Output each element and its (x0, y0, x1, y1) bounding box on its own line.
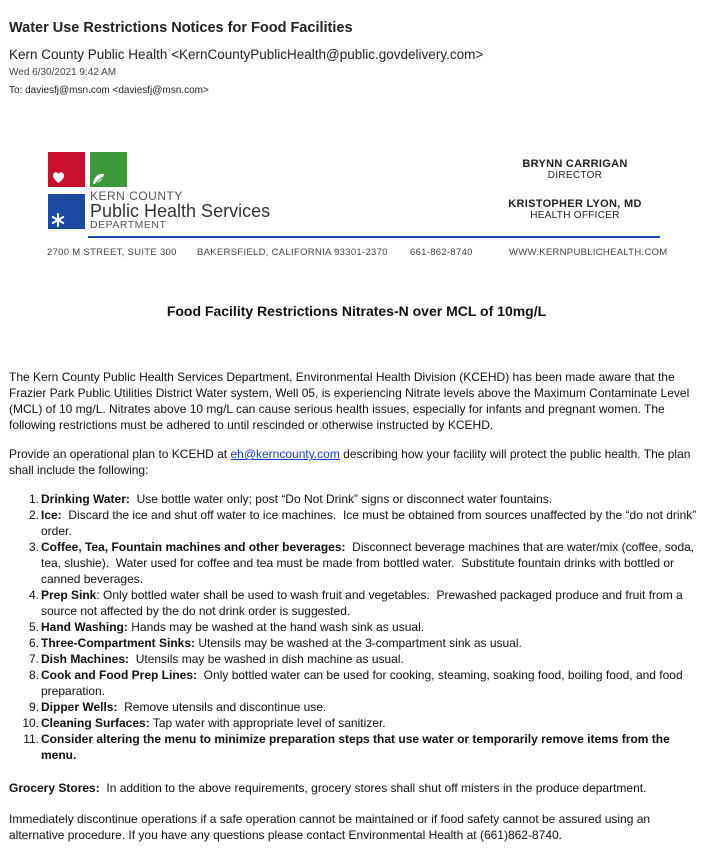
letterhead-phone: 661-862-8740 (410, 247, 473, 258)
item-text: : Only bottled water shall be used to wash fruit and vegetables. Prewashed packaged produce and fruit from a source not affected by the do not drink order is suggested. (41, 588, 687, 618)
plan-text-before: Provide an operational plan to KCEHD at (9, 447, 231, 461)
health-officer-name: KRISTOPHER LYON, MD (508, 198, 642, 210)
list-item (9, 651, 703, 667)
email-date: Wed 6/30/2021 9:42 AM (9, 67, 117, 78)
item-text: Utensils may be washed at the 3-compartment sink as usual. (195, 636, 522, 650)
item-label: Hand Washing: (41, 620, 128, 634)
plan-text-after: describing how your facility will protect the public health. The plan shall include the following: (9, 447, 691, 477)
item-text: Disconnect beverage machines that are water/mix (coffee, soda, tea, slushie). Water used for coffee and tea must be made from bottled water. Substitute fountain drinks with bottled or canned beverages. (41, 540, 698, 586)
requirements-list (9, 491, 703, 763)
item-label: Cleaning Surfaces: (41, 716, 150, 730)
item-number: 5. (28, 620, 39, 634)
heart-icon (48, 152, 85, 187)
item-number: 8. (28, 668, 39, 682)
list-item (9, 667, 703, 699)
list-item (9, 699, 703, 715)
item-label: Drinking Water: (41, 492, 130, 506)
official-health-officer (500, 198, 650, 221)
item-number: 2. (28, 508, 39, 522)
letterhead-address: 2700 M STREET, SUITE 300 (47, 247, 177, 258)
item-number: 3. (28, 540, 39, 554)
list-item (9, 715, 703, 731)
recipient-label: To: (9, 85, 23, 96)
item-label: Three-Compartment Sinks: (41, 636, 196, 650)
closing-paragraph: Immediately discontinue operations if a safe operation cannot be maintained or if food safety cannot be assured using an alternative procedure. If you have any questions please contact Environmental Health at (661)862-8740. (9, 812, 651, 842)
grocery-label: Grocery Stores: (9, 781, 100, 795)
grocery-text: In addition to the above requirements, grocery stores shall shut off misters in the produce department. (99, 781, 647, 795)
item-number: 4. (28, 588, 39, 602)
logo-kern-county: KERN COUNTY (90, 189, 183, 203)
item-text: Utensils may be washed in dish machine as usual. (129, 652, 404, 666)
item-text: Tap water with appropriate level of sanitizer. (149, 716, 386, 730)
letterhead-city: BAKERSFIELD, CALIFORNIA 93301-2370 (197, 247, 388, 258)
item-label: Dipper Wells: (41, 700, 118, 714)
item-text: Remove utensils and discontinue use. (117, 700, 327, 714)
item-text: Use bottle water only; post “Do Not Drink” signs or disconnect water fountains. (129, 492, 553, 506)
list-item (9, 539, 703, 587)
item-label: Dish Machines: (41, 652, 130, 666)
logo-red-square (48, 152, 85, 187)
logo-public-health-services: Public Health Services (90, 201, 271, 221)
email-sender: Kern County Public Health <KernCountyPublicHealth@public.govdelivery.com> (9, 47, 484, 62)
plan-paragraph (9, 446, 703, 478)
leaf-icon (90, 152, 127, 187)
recipient-address: daviesfj@msn.com <daviesfj@msn.com> (25, 85, 209, 96)
email-link[interactable]: eh@kerncounty.com (230, 447, 340, 461)
item-number: 7. (28, 652, 39, 666)
item-text: Discard the ice and shut off water to ice machines. Ice must be obtained from sources unaffected by the “do not drink” order. (41, 508, 700, 538)
item-label: Prep Sink (41, 588, 97, 602)
logo-green-square (90, 152, 127, 187)
director-title: DIRECTOR (547, 170, 603, 181)
list-item (9, 635, 703, 651)
intro-paragraph: The Kern County Public Health Services Department, Environmental Health Division (KCEHD) has been made aware that the Frazier Park Public Utilities District Water system, Well 05, is experiencing Nitrate levels above the Maximum Contaminate Level (MCL) of 10 mg/L. Nitrates above 10 mg/L can cause serious health issues, especially for infants and pregnant women. The following restrictions must be adhered to until rescinded or otherwise instructed by KCEHD. (9, 370, 690, 432)
item-label: Cook and Food Prep Lines: (41, 668, 198, 682)
official-director (500, 158, 650, 181)
letterhead-divider (88, 236, 660, 238)
list-item (9, 587, 703, 619)
logo-department: DEPARTMENT (90, 219, 167, 231)
snowflake-icon (48, 194, 85, 229)
item-number: 6. (28, 636, 39, 650)
list-item (9, 619, 703, 635)
item-label: Ice: (41, 508, 62, 522)
item-number: 10. (22, 716, 39, 730)
item-number: 1. (28, 492, 39, 506)
health-officer-title: HEALTH OFFICER (530, 210, 620, 221)
department-logo (48, 152, 278, 232)
director-name: BRYNN CARRIGAN (522, 158, 628, 170)
logo-blue-square (48, 194, 85, 229)
document-title: Food Facility Restrictions Nitrates-N over MCL of 10mg/L (166, 303, 547, 319)
item-number: 9. (28, 700, 39, 714)
item-text: Hands may be washed at the hand wash sink as usual. (127, 620, 425, 634)
list-item (9, 731, 703, 763)
list-item (9, 507, 703, 539)
email-subject: Water Use Restrictions Notices for Food Facilities (9, 20, 353, 36)
letterhead-website: WWW.KERNPUBLICHEALTH.COM (509, 247, 668, 258)
item-text: Only bottled water can be used for cooking, steaming, soaking food, boiling food, and food preparation. (41, 668, 687, 698)
grocery-paragraph (9, 780, 703, 796)
email-recipient-line (9, 85, 209, 96)
item-label: Coffee, Tea, Fountain machines and other beverages: (41, 540, 346, 554)
list-item (9, 491, 703, 507)
item-label: Consider altering the menu to minimize preparation steps that use water or temporarily remove items from the menu. (41, 732, 670, 762)
item-number: 11. (23, 732, 39, 746)
